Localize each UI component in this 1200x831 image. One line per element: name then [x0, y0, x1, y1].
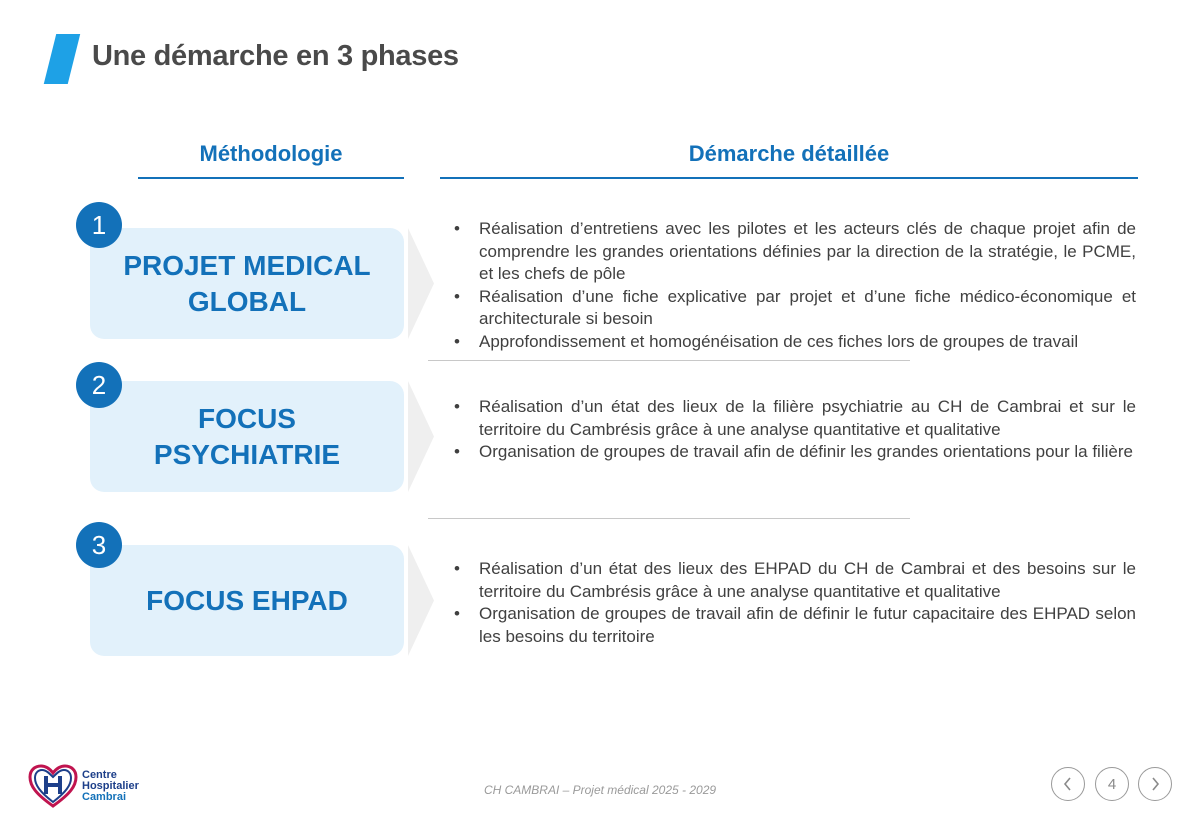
previous-page-button[interactable]	[1051, 767, 1085, 801]
phase-1-title: PROJET MEDICAL GLOBAL	[123, 249, 371, 317]
phase-2-number-badge: 2	[76, 362, 122, 408]
phase-1-number-badge: 1	[76, 202, 122, 248]
detailed-approach-header-rule	[440, 177, 1138, 179]
bullet-icon: •	[454, 604, 460, 623]
next-page-button[interactable]	[1138, 767, 1172, 801]
bullet-icon: •	[454, 559, 460, 578]
chevron-right-icon	[1149, 777, 1161, 791]
phase-1-chevron-icon	[408, 228, 434, 339]
list-item: • Organisation de groupes de travail afin de définir les grandes orientations pour la filière	[454, 441, 1136, 464]
list-item: • Approfondissement et homogénéisation de ces fiches lors de groupes de travail	[454, 331, 1136, 354]
bullet-icon: •	[454, 286, 460, 306]
phase-2-title: FOCUS PSYCHIATRIE	[153, 402, 341, 470]
phase-3-title: FOCUS EHPAD	[146, 584, 348, 616]
phase-3-chevron-icon	[408, 545, 434, 656]
phase-separator	[428, 518, 910, 519]
page-number: 4	[1095, 767, 1129, 801]
logo-text: Centre Hospitalier Cambrai	[82, 768, 139, 803]
methodology-header-rule	[138, 177, 404, 179]
footer-caption: CH CAMBRAI – Projet médical 2025 - 2029	[483, 783, 717, 797]
bullet-icon: •	[454, 442, 460, 461]
heart-h-logo-icon	[28, 764, 78, 808]
phase-2-chevron-icon	[408, 381, 434, 492]
hospital-logo	[28, 758, 140, 814]
phase-3-bullet-list	[454, 558, 1136, 648]
detailed-approach-header: Démarche détaillée	[688, 141, 890, 166]
list-item: • Organisation de groupes de travail afin de définir le futur capacitaire des EHPAD selon les besoins du territoire	[454, 604, 1136, 646]
phase-2-bullet-list	[454, 396, 1136, 464]
phase-2-box	[90, 381, 404, 492]
chevron-left-icon	[1062, 777, 1074, 791]
title-accent-bar	[44, 34, 80, 84]
phase-1-bullet-list	[454, 218, 1136, 353]
phase-3-box	[90, 545, 404, 656]
bullet-icon: •	[454, 397, 460, 416]
list-item: • Réalisation d’une fiche explicative par projet et d’une fiche médico-économique et architecturale si besoin	[454, 286, 1136, 328]
list-item: • Réalisation d’un état des lieux des EHPAD du CH de Cambrai et des besoins sur le territoire du Cambrésis grâce à une analyse quantitative et qualitative	[454, 559, 1136, 601]
bullet-icon: •	[454, 219, 460, 238]
page-title: Une démarche en 3 phases	[92, 40, 459, 72]
phase-3-number-badge: 3	[76, 522, 122, 568]
list-item: • Réalisation d’entretiens avec les pilotes et les acteurs clés de chaque projet afin de comprendre les grandes orientations définies par la direction de la stratégie, le PCME, et les chefs de pôle	[454, 219, 1136, 283]
phase-separator	[428, 360, 910, 361]
methodology-header: Méthodologie	[199, 141, 343, 166]
list-item: • Réalisation d’un état des lieux de la filière psychiatrie au CH de Cambrai et sur le territoire du Cambrésis grâce à une analyse quantitative et qualitative	[454, 397, 1136, 439]
phase-1-box	[90, 228, 404, 339]
bullet-icon: •	[454, 331, 460, 351]
